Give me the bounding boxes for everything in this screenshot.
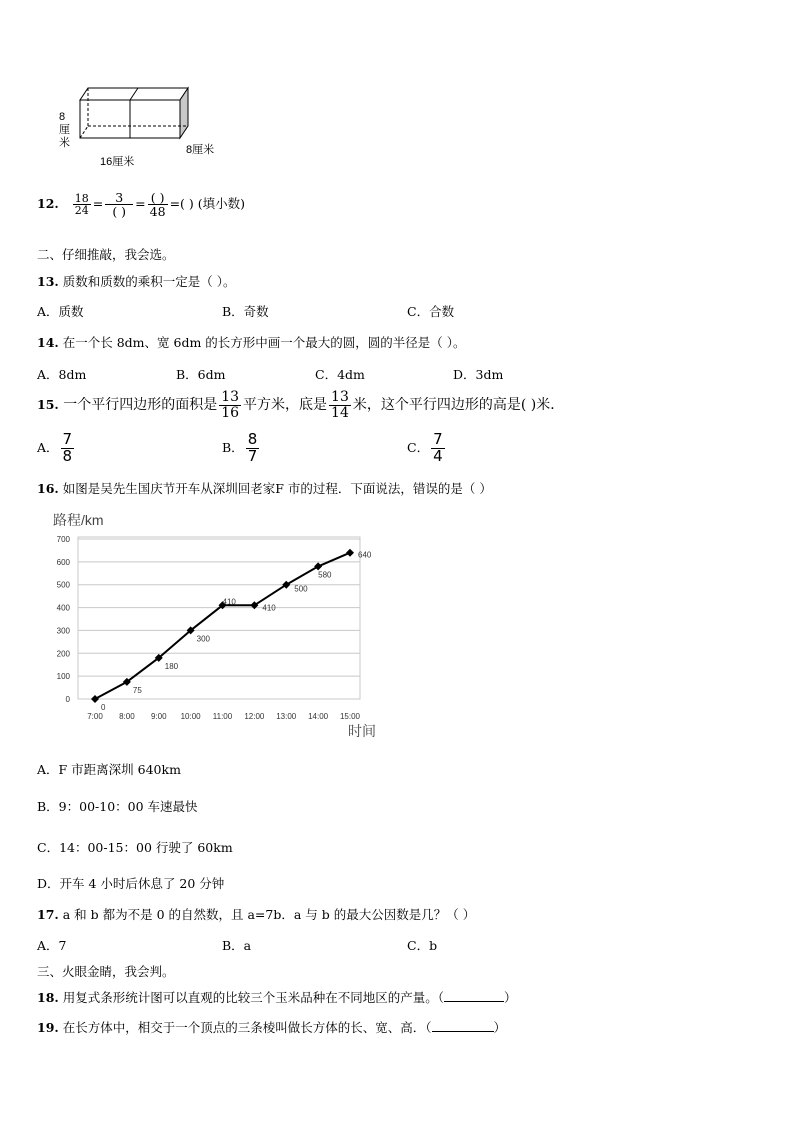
box-height-label-3: 米 — [59, 137, 70, 149]
option-b[interactable]: B．a — [222, 938, 252, 953]
option-a[interactable]: A．质数 — [37, 304, 84, 319]
chart-grid — [78, 537, 360, 699]
question-number: 12. — [37, 196, 59, 212]
option-c[interactable]: C．4dm — [315, 367, 365, 382]
fraction: $\frac{13}{14}$ — [331, 389, 349, 421]
x-tick-label: 12:00 — [244, 712, 265, 721]
option-a[interactable]: A．F 市距离深圳 640km — [37, 762, 181, 777]
data-point — [91, 695, 99, 703]
option-c[interactable]: C． $\frac{7}{4}$ — [407, 430, 443, 465]
option-c[interactable]: C．b — [407, 938, 438, 953]
option-b[interactable]: B．奇数 — [222, 304, 269, 319]
x-tick-label: 9:00 — [150, 712, 167, 721]
answer-blank[interactable] — [432, 1031, 494, 1032]
y-tick-label: 400 — [56, 603, 70, 613]
section-3-heading: 三、火眼金睛，我会判。 — [37, 964, 175, 979]
question-13: 13. 质数和质数的乘积一定是（ ）。 — [37, 274, 236, 289]
data-label: 180 — [164, 661, 179, 671]
x-tick-label: 15:00 — [339, 712, 361, 721]
option-c[interactable]: C．合数 — [407, 304, 455, 319]
fraction: $\frac{18}{24}$ — [74, 191, 89, 218]
option-b[interactable]: B． $\frac{8}{7}$ — [222, 430, 258, 465]
question-17: 17. a 和 b 都为不是 0 的自然数，且 a=7b．a 与 b 的最大公因数是几？（ ） — [37, 907, 476, 922]
question-19: 19. 在长方体中，相交于一个顶点的三条棱叫做长方体的长、宽、高．（ ） — [37, 1020, 507, 1035]
question-18: 18. 用复式条形统计图可以直观的比较三个玉米品种在不同地区的产量。（ ） — [37, 990, 517, 1005]
x-tick-label: 11:00 — [212, 712, 233, 721]
box-figure — [55, 80, 230, 170]
data-label: 500 — [294, 584, 308, 594]
question-15: 15. 一个平行四边形的面积是 $\frac{13}{16}$ 平方米，底是 $\frac{13}{14}$ 米，这个平行四边形的高是( )米． — [37, 389, 565, 421]
data-labels — [101, 551, 372, 712]
box-height-label-1: 8 — [59, 111, 66, 123]
x-tick-label: 10:00 — [180, 712, 201, 721]
option-d[interactable]: D．3dm — [453, 367, 504, 382]
option-a[interactable]: A．8dm — [37, 367, 87, 382]
x-tick-label: 14:00 — [308, 712, 329, 721]
data-label: 75 — [132, 685, 142, 695]
fraction: $\frac{13}{16}$ — [221, 389, 240, 421]
x-tick-label: 13:00 — [276, 712, 297, 721]
y-tick-labels — [57, 535, 71, 704]
option-d[interactable]: D．开车 4 小时后休息了 20 分钟 — [37, 876, 225, 891]
series-line — [95, 553, 350, 699]
data-label: 0 — [101, 703, 106, 712]
data-label: 580 — [318, 570, 332, 580]
fraction: $\frac{8}{7}$ — [247, 430, 258, 465]
option-b[interactable]: B．9：00-10：00 车速最快 — [37, 799, 198, 814]
x-axis-label: 时间 — [348, 723, 376, 739]
option-b[interactable]: B．6dm — [176, 367, 226, 382]
box-length-label: 16厘米 — [100, 156, 135, 168]
fraction: $\frac{( )}{48}$ — [149, 190, 166, 220]
option-a[interactable]: A． $\frac{7}{8}$ — [37, 430, 73, 465]
question-12: 12. $\frac{18}{24}$ = $\frac{3}{( )}$ = $\frac{( )}{48}$ =( ) (填小数) — [37, 190, 245, 220]
box-side-face — [180, 88, 188, 138]
data-label: 300 — [196, 634, 210, 644]
plot-area — [78, 537, 360, 699]
x-tick-label: 8:00 — [119, 712, 135, 721]
y-tick-label: 200 — [56, 649, 70, 659]
answer-blank[interactable] — [444, 1001, 504, 1002]
y-tick-label: 700 — [56, 535, 70, 544]
option-c[interactable]: C．14：00-15：00 行驶了 60km — [37, 840, 233, 855]
y-axis-label: 路程/km — [53, 512, 104, 528]
box-hidden-edge-d — [80, 126, 88, 138]
question-16: 16. 如图是吴先生国庆节开车从深圳回老家F 市的过程．下面说法，错误的是（ ） — [37, 481, 492, 496]
fraction: $\frac{7}{4}$ — [433, 430, 443, 465]
fraction: $\frac{7}{8}$ — [62, 430, 73, 465]
section-2-heading: 二、仔细推敲，我会选。 — [37, 247, 175, 262]
y-tick-label: 300 — [56, 626, 70, 636]
data-point — [314, 562, 322, 570]
box-width-label: 8厘米 — [186, 144, 215, 156]
box-top-divider — [130, 88, 138, 100]
box-height-label-2: 厘 — [59, 124, 70, 136]
option-a[interactable]: A．7 — [37, 938, 67, 953]
y-tick-label: 0 — [65, 695, 70, 704]
data-point — [346, 549, 354, 557]
x-tick-labels — [87, 712, 360, 721]
question-14: 14. 在一个长 8dm、宽 6dm 的长方形中画一个最大的圆，圆的半径是（ ）。 — [37, 335, 466, 350]
x-tick-label: 7:00 — [87, 712, 103, 721]
fraction: $\frac{3}{( )}$ — [105, 191, 133, 218]
y-tick-label: 500 — [56, 580, 70, 590]
y-tick-label: 100 — [56, 672, 70, 682]
data-label: 410 — [262, 603, 276, 613]
data-label: 410 — [222, 597, 236, 607]
distance-line-chart — [40, 505, 390, 745]
y-tick-label: 600 — [56, 557, 70, 567]
data-label: 640 — [358, 550, 372, 560]
